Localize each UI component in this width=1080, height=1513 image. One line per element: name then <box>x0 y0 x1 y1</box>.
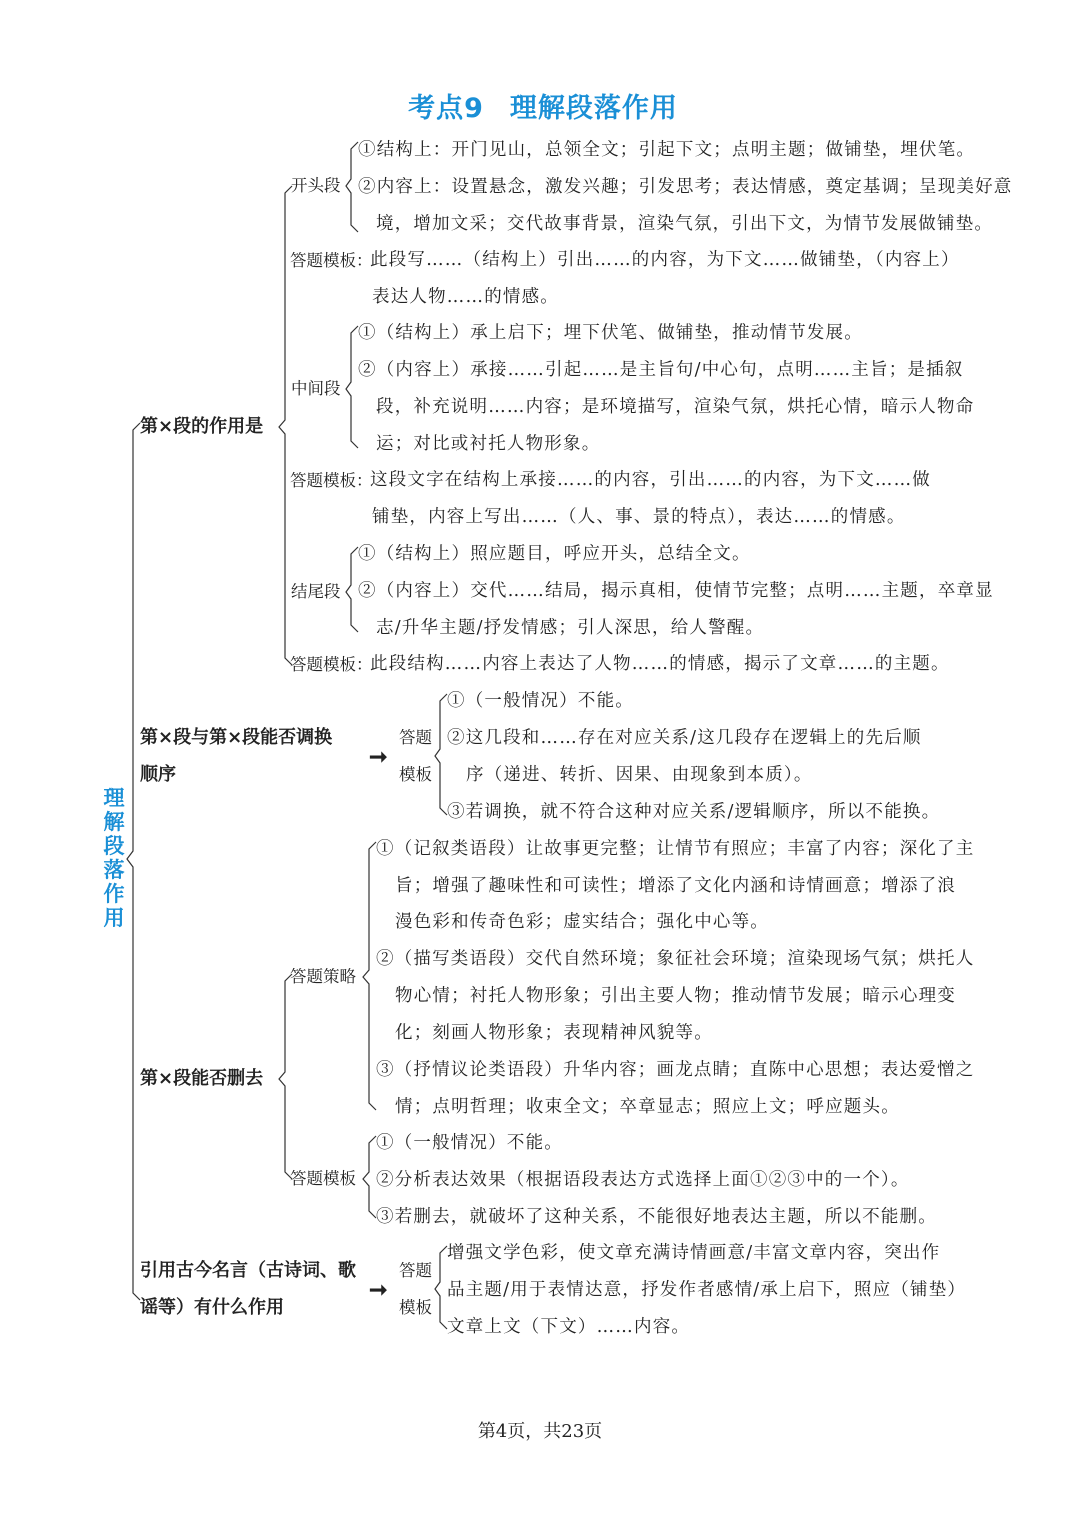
zhongjian-line-4: 运；对比或衬托人物形象。 <box>376 434 601 454</box>
zhongjian-line-3: 段，补充说明……内容；是环境描写，渲染气氛，烘托心情，暗示人物命 <box>376 397 975 417</box>
strategy-line-1: ①（记叙类语段）让故事更完整；让情节有照应；丰富了内容；深化了主 <box>376 839 975 859</box>
strategy-line-4: ②（描写类语段）交代自然环境；象征社会环境；渲染现场气氛；烘托人 <box>376 949 975 969</box>
section-4-line-1: 增强文学色彩，使文章充满诗情画意/丰富文章内容，突出作 <box>447 1243 941 1263</box>
zhongjian-label: 中间段 <box>291 379 341 398</box>
template-2-line-1: 这段文字在结构上承接……的内容，引出……的内容，为下文……做 <box>370 470 931 490</box>
strategy-label: 答题策略 <box>290 967 356 986</box>
jiewei-label: 结尾段 <box>291 582 341 601</box>
section-2-heading-line-1: 第×段与第×段能否调换 <box>140 727 333 748</box>
strategy-line-8: 情；点明哲理；收束全文；卒章显志；照应上文；呼应题头。 <box>395 1097 900 1117</box>
arrow-right-icon: ➞ <box>369 744 388 770</box>
template-1-line-2: 表达人物……的情感。 <box>372 287 559 307</box>
strategy-line-6: 化；刻画人物形象；表现精神风貌等。 <box>395 1023 713 1043</box>
strategy-line-3: 漫色彩和传奇色彩；虚实结合；强化中心等。 <box>395 912 769 932</box>
section-2-label-2: 模板 <box>399 765 432 784</box>
root-title: 理解段落作用 <box>103 786 125 930</box>
section-4-line-3: 文章上文（下文）……内容。 <box>447 1317 691 1337</box>
section-2-line-1: ①（一般情况）不能。 <box>447 691 634 711</box>
section-2-line-3: 序（递进、转折、因果、由现象到本质）。 <box>466 765 813 785</box>
section-4-label-1: 答题 <box>399 1261 432 1280</box>
jiewei-line-3: 志/升华主题/抒发情感；引人深思，给人警醒。 <box>376 618 765 638</box>
template-2-label: 答题模板： <box>290 471 373 490</box>
section-4-label-2: 模板 <box>399 1298 432 1317</box>
template-1-line-1: 此段写……（结构上）引出……的内容，为下文……做铺垫，（内容上） <box>370 250 960 270</box>
kaitou-label: 开头段 <box>291 176 341 195</box>
kaitou-line-1: ①结构上：开门见山，总领全文；引起下文；点明主题；做铺垫，埋伏笔。 <box>358 140 976 160</box>
template-1-label: 答题模板： <box>290 251 373 270</box>
section-2-line-4: ③若调换，就不符合这种对应关系/逻辑顺序，所以不能换。 <box>447 802 941 822</box>
zhongjian-line-1: ①（结构上）承上启下；埋下伏笔、做铺垫，推动情节发展。 <box>358 323 863 343</box>
template-4-line-3: ③若删去，就破坏了这种关系，不能很好地表达主题，所以不能删。 <box>376 1207 937 1227</box>
template-3-line-1: 此段结构……内容上表达了人物……的情感，揭示了文章……的主题。 <box>370 654 950 674</box>
template-4-line-2: ②分析表达效果（根据语段表达方式选择上面①②③中的一个）。 <box>376 1170 910 1190</box>
template-2-line-2: 铺垫，内容上写出……（人、事、景的特点），表达……的情感。 <box>372 507 906 527</box>
section-2-heading-line-2: 顺序 <box>140 764 176 785</box>
kaitou-line-3: 境，增加文采；交代故事背景，渲染气氛，引出下文，为情节发展做铺垫。 <box>376 214 994 234</box>
strategy-line-5: 物心情；衬托人物形象；引出主要人物；推动情节发展；暗示心理变 <box>395 986 956 1006</box>
kaitou-line-2: ②内容上：设置悬念，激发兴趣；引发思考；表达情感，奠定基调；呈现美好意 <box>358 177 1013 197</box>
section-4-heading-line-2: 谣等）有什么作用 <box>140 1297 284 1318</box>
strategy-line-2: 旨；增强了趣味性和可读性；增添了文化内涵和诗情画意；增添了浪 <box>395 876 956 896</box>
strategy-line-7: ③（抒情议论类语段）升华内容；画龙点睛；直陈中心思想；表达爱憎之 <box>376 1060 975 1080</box>
section-2-line-2: ②这几段和……存在对应关系/这几段存在逻辑上的先后顺 <box>447 728 922 748</box>
template-4-label: 答题模板 <box>290 1169 356 1188</box>
title-text: 理解段落作用 <box>509 93 678 124</box>
template-3-label: 答题模板： <box>290 655 373 674</box>
zhongjian-line-2: ②（内容上）承接……引起……是主旨句/中心句，点明……主旨；是插叙 <box>358 360 964 380</box>
arrow-right-icon: ➞ <box>369 1277 388 1303</box>
section-2-label-1: 答题 <box>399 728 432 747</box>
jiewei-line-1: ①（结构上）照应题目，呼应开头，总结全文。 <box>358 544 751 564</box>
section-3-heading: 第×段能否删去 <box>140 1068 264 1089</box>
section-4-heading-line-1: 引用古今名言（古诗词、歌 <box>140 1260 356 1281</box>
section-1-heading: 第×段的作用是 <box>140 416 264 437</box>
title-label: 考点9 <box>408 93 484 124</box>
page-footer: 第4页，共23页 <box>477 1421 603 1442</box>
jiewei-line-2: ②（内容上）交代……结局，揭示真相，使情节完整；点明……主题，卒章显 <box>358 581 994 601</box>
section-4-line-2: 品主题/用于表情达意，抒发作者感情/承上启下，照应（铺垫） <box>447 1280 967 1300</box>
template-4-line-1: ①（一般情况）不能。 <box>376 1133 563 1153</box>
